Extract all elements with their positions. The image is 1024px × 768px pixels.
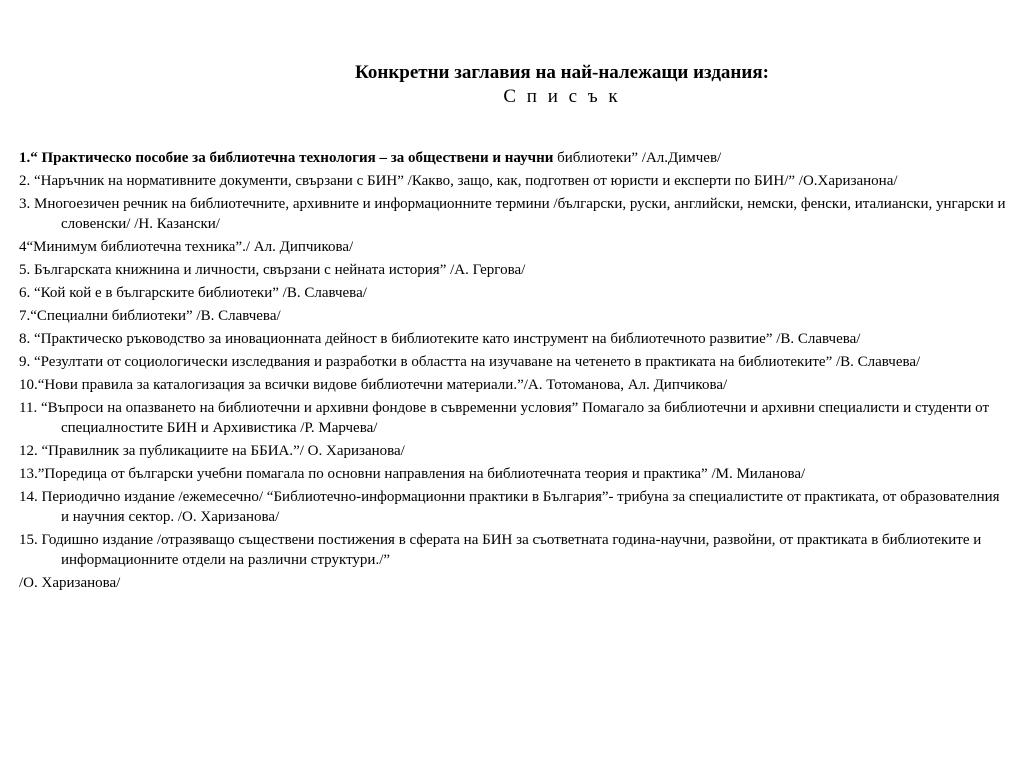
list-item-text: библиотеки” /Ал.Димчев/ [553, 150, 722, 166]
list-item: 3. Многоезичен речник на библиотечните, архивните и информационните термини /български, руски, английски, немски, фенски, италиански, унгарски и словенски/ /Н. Казански/ [19, 196, 1006, 232]
slide-subtitle: С п и с ъ к [503, 86, 621, 107]
publications-list [19, 148, 1009, 596]
list-item: 8. “Практическо ръководство за иновационната дейност в библиотеките като инструмент на библиотечното развитие” /В. Славчева/ [19, 331, 861, 347]
list-item: 4“Минимум библиотечна техника”./ Ал. Дипчикова/ [19, 239, 354, 255]
list-item: 10.“Нови правила за каталогизация за всички видове библиотечни материали.”/А. Тотоманова, Ал. Дипчикова/ [19, 377, 728, 393]
list-item-bold-text: 1.“ Практическо пособие за библиотечна технология – за обществени и научни [19, 150, 554, 166]
list-item: 5. Българската книжнина и личности, свързани с нейната история” /А. Гергова/ [19, 262, 526, 278]
slide-header [312, 61, 812, 109]
list-item: 14. Периодично издание /ежемесечно/ “Библиотечно-информационни практики в България”- трибуна за специалистите от практиката, от образователния и научния сектор. /О. Харизанова/ [19, 489, 1000, 525]
list-item: /О. Харизанова/ [19, 575, 121, 591]
list-item: 12. “Правилник за публикациите на ББИА.”/ О. Харизанова/ [19, 443, 405, 459]
list-item: 7.“Специални библиотеки” /В. Славчева/ [19, 308, 281, 324]
list-item: 6. “Кой кой е в българските библиотеки” /В. Славчева/ [19, 285, 367, 301]
list-item: 2. “Наръчник на нормативните документи, свързани с БИН” /Какво, защо, как, подготвен от юристи и експерти по БИН/” /О.Харизанона/ [19, 173, 898, 189]
list-item: 9. “Резултати от социологически изследвания и разработки в областта на изучаване на четенето в практиката на библиотеките” /В. Славчева/ [19, 354, 921, 370]
list-item: 15. Годишно издание /отразяващо съществени постижения в сферата на БИН за съответната година-научни, развойни, от практиката в библиотеките и информационните отдели на различни структури./” [19, 532, 982, 568]
list-item: 11. “Въпроси на опазването на библиотечни и архивни фондове в съвременни условия” Помагало за библиотечни и архивни специалисти и студенти от специалностите БИН и Архивистика /Р. Марчева/ [19, 400, 990, 436]
slide-title: Конкретни заглавия на най-належащи издания: [355, 62, 769, 83]
list-item: 13.”Поредица от български учебни помагала по основни направления на библиотечната теория и практика” /М. Миланова/ [19, 466, 806, 482]
list-item [19, 148, 1009, 168]
